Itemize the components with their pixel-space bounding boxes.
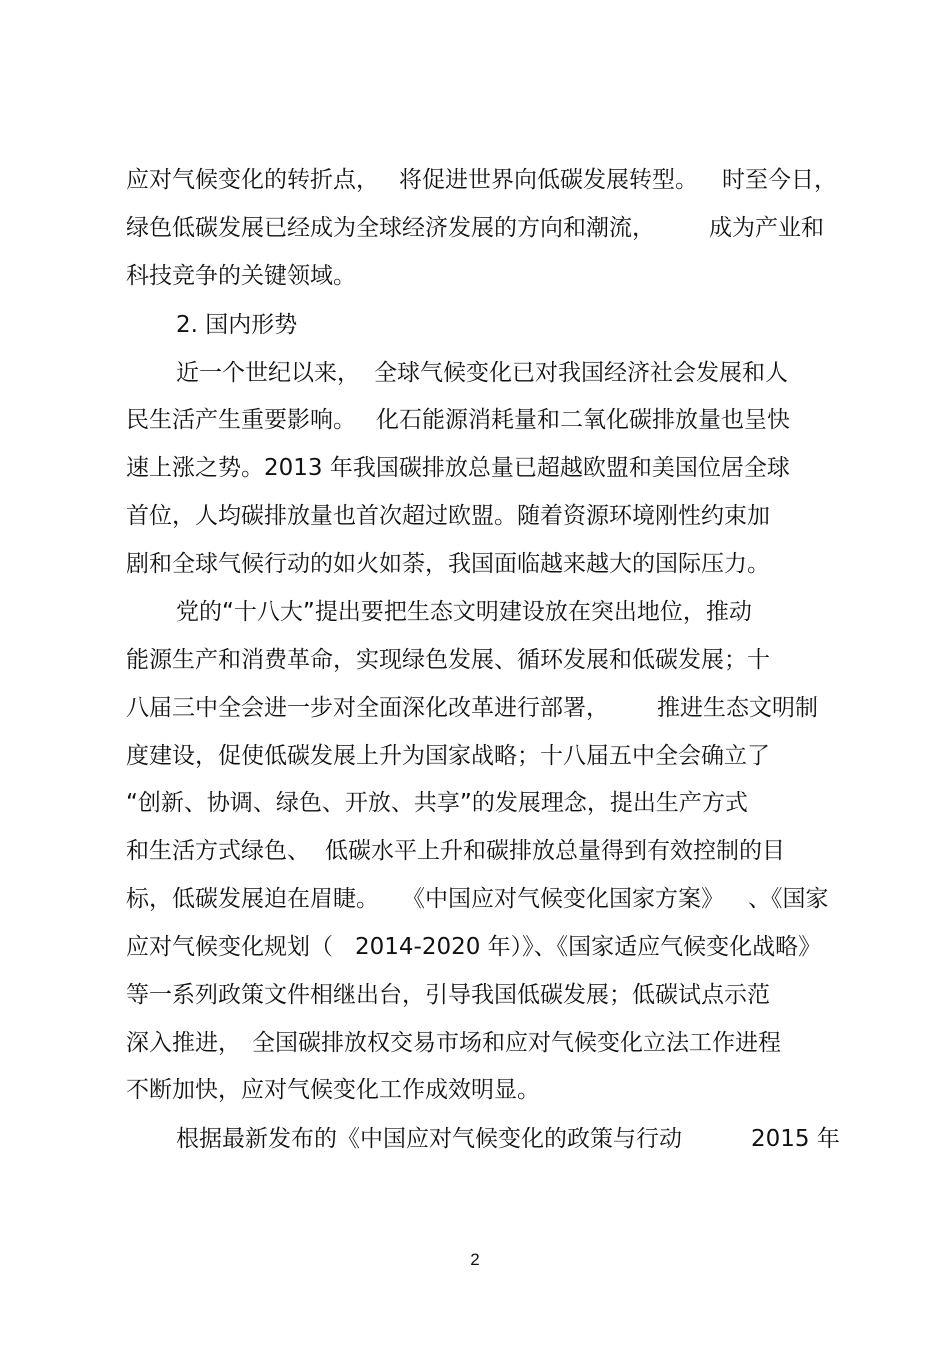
page-number: 2 xyxy=(470,1250,480,1269)
text-line xyxy=(0,448,950,488)
text-segment: 推进生态文明制 xyxy=(657,695,818,721)
text-line xyxy=(0,1023,950,1063)
text-segment: 低碳水平上升和碳排放总量得到有效控制的目 xyxy=(325,838,785,864)
text-segment: 2015 年 xyxy=(751,1126,840,1152)
text-segment: 党的“十八大”提出要把生态文明建设放在突出地位，推动 xyxy=(176,599,752,625)
text-segment: 首位，人均碳排放量也首次超过欧盟。随着资源环境刚性约束加 xyxy=(126,503,770,529)
text-segment: 民生活产生重要影响。 xyxy=(126,407,356,433)
text-segment: 全国碳排放权交易市场和应对气候变化立法工作进程 xyxy=(252,1030,781,1056)
text-segment: “创新、协调、绿色、开放、共享”的发展理念，提出生产方式 xyxy=(126,790,748,816)
text-line xyxy=(0,496,950,536)
text-segment: 科技竞争的关键领域。 xyxy=(126,263,356,289)
text-segment: 和生活方式绿色、 xyxy=(126,838,310,864)
text-segment: 成为产业和 xyxy=(709,215,824,241)
text-segment: 、《国家 xyxy=(748,886,829,912)
text-line xyxy=(0,879,950,919)
text-segment: 2. 国内形势 xyxy=(176,312,298,338)
text-line xyxy=(0,831,950,871)
text-segment: 深入推进， xyxy=(126,1030,241,1056)
text-segment: 《中国应对气候变化国家方案》 xyxy=(402,886,724,912)
text-segment: 标，低碳发展迫在眉睫。 xyxy=(126,886,379,912)
text-segment: 速上涨之势。2013 年我国碳排放总量已超越欧盟和美国位居全球 xyxy=(126,455,790,481)
text-segment: 等一系列政策文件相继出台，引导我国低碳发展；低碳试点示范 xyxy=(126,982,770,1008)
text-segment: 将促进世界向低碳发展转型。 xyxy=(399,167,698,193)
text-segment: 近一个世纪以来， xyxy=(176,360,360,386)
text-segment: 根据最新发布的《中国应对气候变化的政策与行动 xyxy=(176,1126,682,1152)
text-line xyxy=(0,1119,950,1159)
text-segment: 应对气候变化的转折点， xyxy=(126,167,379,193)
text-line xyxy=(0,783,950,823)
text-segment: 不断加快，应对气候变化工作成效明显。 xyxy=(126,1077,540,1103)
text-segment: 八届三中全会进一步对全面深化改革进行部署， xyxy=(126,695,609,721)
text-line xyxy=(0,736,950,776)
text-line xyxy=(0,400,950,440)
text-line xyxy=(0,208,950,248)
text-segment: 化石能源消耗量和二氧化碳排放量也呈快 xyxy=(376,407,790,433)
text-line xyxy=(0,1070,950,1110)
text-segment: 绿色低碳发展已经成为全球经济发展的方向和潮流， xyxy=(126,215,655,241)
text-line xyxy=(0,688,950,728)
section-heading xyxy=(0,305,950,345)
text-segment: 时至今日， xyxy=(722,167,837,193)
text-line xyxy=(0,160,950,200)
text-segment: 剧和全球气候行动的如火如荼，我国面临越来越大的国际压力。 xyxy=(126,551,770,577)
text-segment: 应对气候变化规划（ xyxy=(126,934,333,960)
text-line xyxy=(0,544,950,584)
text-line xyxy=(0,592,950,632)
text-segment: 度建设，促使低碳发展上升为国家战略；十八届五中全会确立了 xyxy=(126,743,770,769)
text-segment: 全球气候变化已对我国经济社会发展和人 xyxy=(374,360,788,386)
text-line xyxy=(0,975,950,1015)
text-line xyxy=(0,256,950,296)
text-line xyxy=(0,640,950,680)
text-segment: 能源生产和消费革命，实现绿色发展、循环发展和低碳发展；十 xyxy=(126,647,770,673)
text-line xyxy=(0,353,950,393)
text-segment: 2014-2020 年）》、《国家适应气候变化战略》 xyxy=(355,934,822,960)
text-line xyxy=(0,927,950,967)
